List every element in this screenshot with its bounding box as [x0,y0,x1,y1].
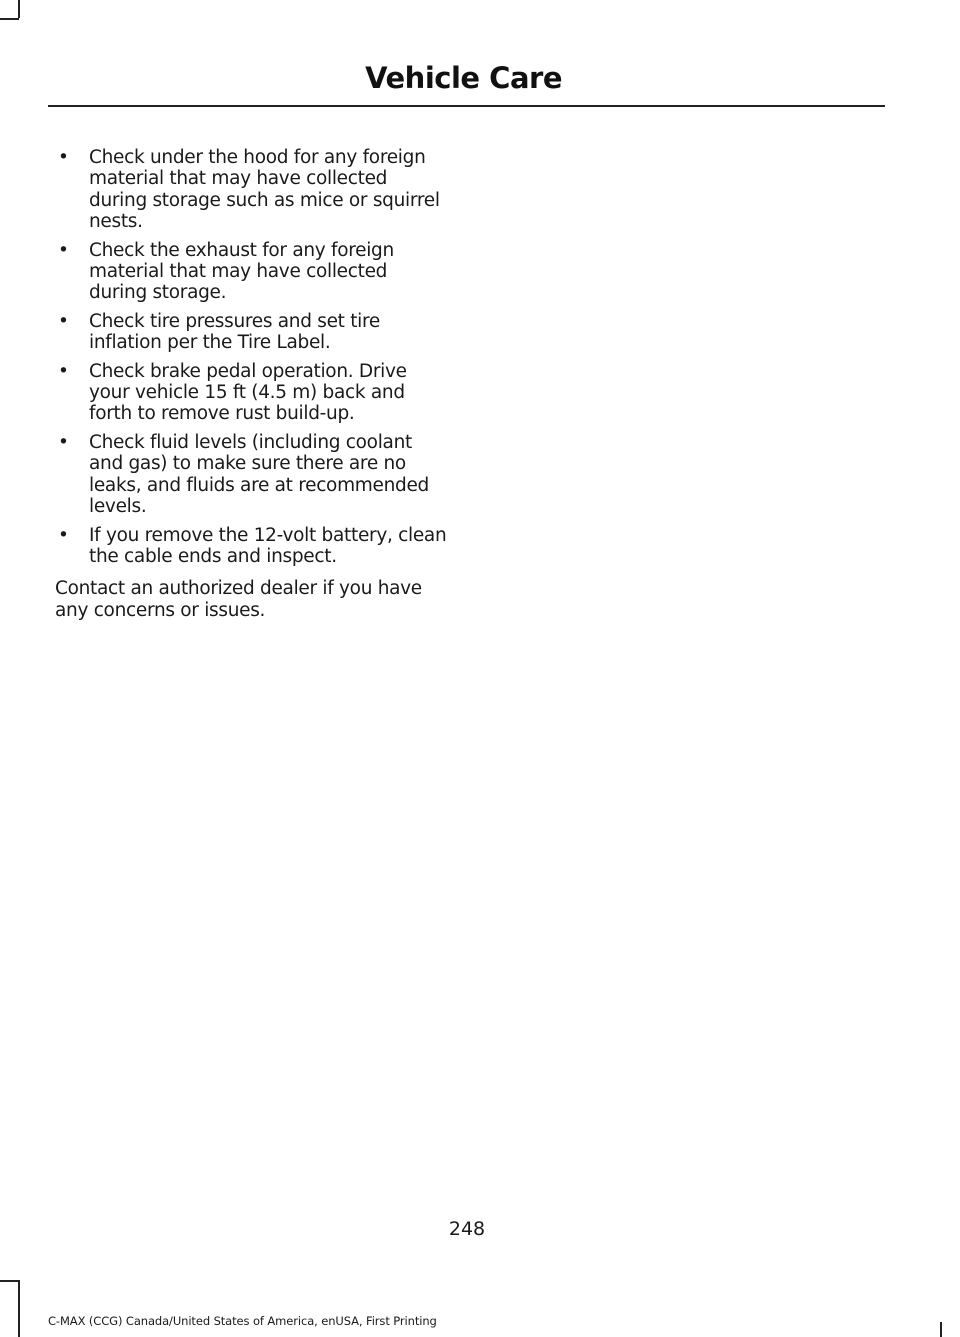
list-item-text: Check tire pressures and set tire inflation per the Tire Label. [89,310,380,354]
crop-mark-bottom-right-vertical [940,1322,942,1337]
list-item [55,361,450,425]
list-item-text: Check the exhaust for any foreign material that may have collected during storage. [89,239,394,304]
bullet-icon: • [58,360,69,382]
bullet-icon: • [58,431,69,453]
list-item [55,432,450,518]
list-item-text: Check fluid levels (including coolant and gas) to make sure there are no leaks, and fluids are at recommended levels. [89,431,429,518]
page-number: 248 [448,1218,486,1240]
crop-mark-bottom-left-horizontal [0,1280,19,1282]
bullet-icon: • [58,310,69,332]
list-item [55,240,450,304]
crop-mark-top-left-horizontal [0,18,19,20]
body-content [55,147,450,621]
closing-paragraph: Contact an authorized dealer if you have any concerns or issues. [55,578,422,621]
list-item-text: If you remove the 12-volt battery, clean the cable ends and inspect. [89,524,447,567]
header-rule [48,105,885,107]
crop-mark-top-left-vertical [18,0,20,18]
footer-text: C-MAX (CCG) Canada/United States of America, enUSA, First Printing [48,1314,437,1328]
list-item-text: Check brake pedal operation. Drive your vehicle 15 ft (4.5 m) back and forth to remove rust build-up. [89,360,407,425]
list-item-text: Check under the hood for any foreign material that may have collected during storage such as mice or squirrel nests. [89,147,440,233]
crop-mark-bottom-left-vertical [18,1280,20,1337]
bullet-icon: • [58,524,69,546]
bullet-icon: • [58,147,69,168]
list-item [55,525,450,568]
bullet-icon: • [58,239,69,261]
bullet-list [55,147,450,567]
section-title: Vehicle Care [365,61,562,95]
list-item [55,147,450,233]
list-item [55,311,450,354]
